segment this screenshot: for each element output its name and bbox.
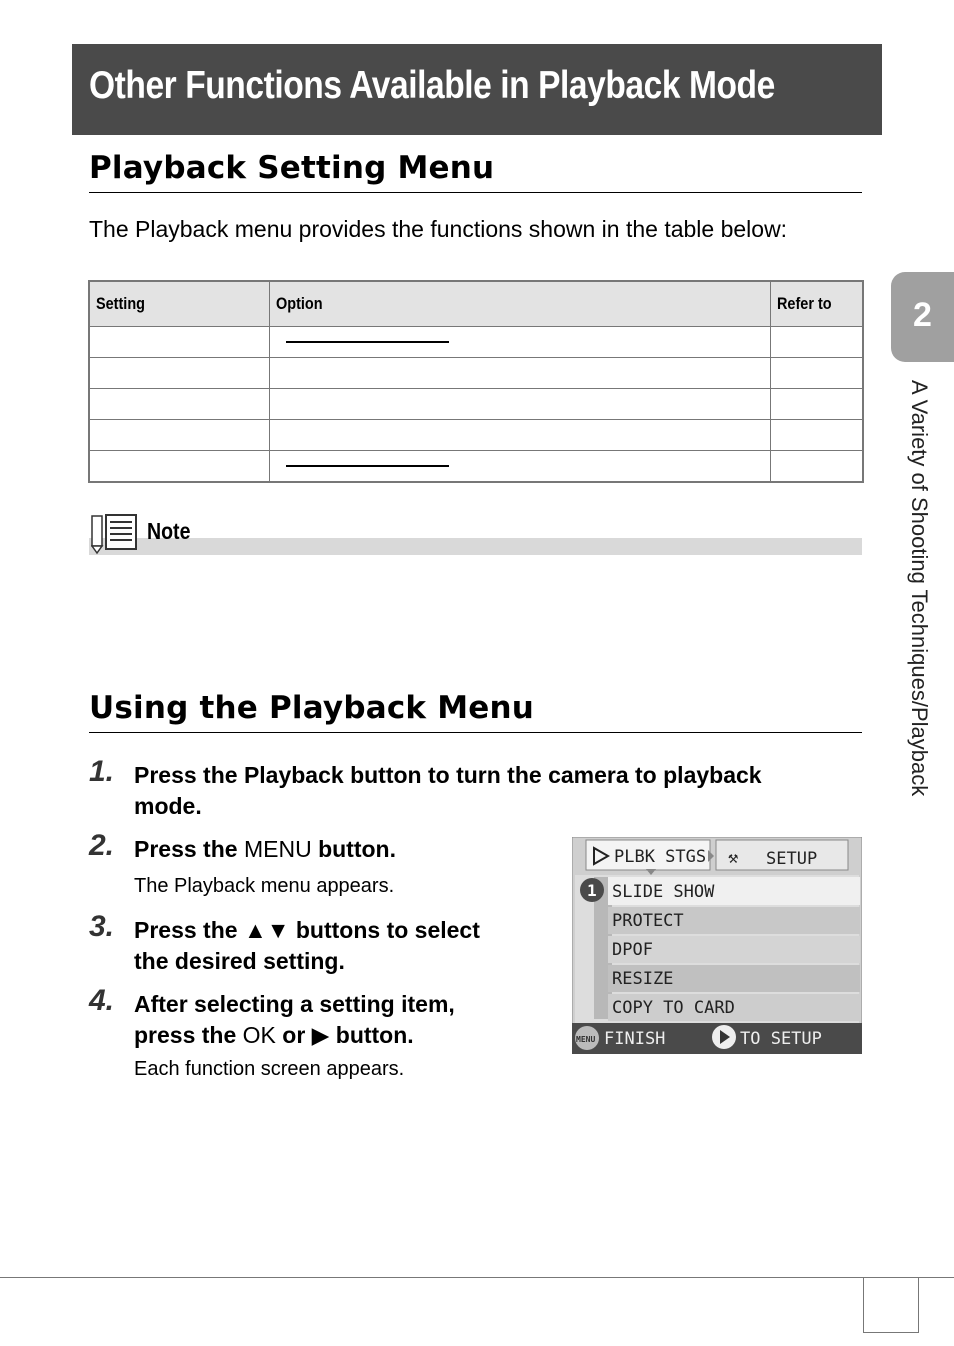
- ok-button-glyph: OK: [242, 1022, 276, 1048]
- cell-refer: [770, 420, 863, 451]
- cell-refer: [770, 327, 863, 358]
- note-bar: [89, 538, 862, 555]
- step-number: 4.: [89, 984, 115, 1017]
- footer-finish: FINISH: [604, 1029, 666, 1049]
- cell-option: [270, 389, 771, 420]
- wrench-icon: ⚒: [728, 848, 739, 868]
- menu-item-slide-show: SLIDE SHOW: [612, 882, 715, 902]
- step-text: Press the MENU button.: [134, 836, 396, 862]
- option-underline: [286, 465, 449, 467]
- cell-refer: [770, 451, 863, 483]
- table-row: [89, 389, 863, 420]
- step-text: Press the Playback button to turn the camera to playback mode.: [134, 762, 762, 819]
- table-row: [89, 358, 863, 389]
- column-header-refer: Refer to: [770, 281, 863, 327]
- intro-text: The Playback menu provides the functions shown in the table below:: [89, 216, 788, 242]
- cell-setting: [89, 389, 270, 420]
- table-row: [89, 327, 863, 358]
- cell-refer: [770, 389, 863, 420]
- note-label: Note: [147, 518, 191, 544]
- menu-item-copy-to-card: COPY TO CARD: [612, 998, 735, 1018]
- page-indicator: 1: [587, 881, 597, 900]
- step-number: 3.: [89, 910, 115, 943]
- step-subtext: Each function screen appears.: [134, 1058, 405, 1080]
- cell-setting: [89, 420, 270, 451]
- step-text: Press the ▲▼ buttons to select the desired setting.: [134, 917, 480, 974]
- chapter-tab: [891, 272, 954, 362]
- column-header-setting: Setting: [89, 281, 270, 327]
- section-heading-using: Using the Playback Menu: [89, 690, 862, 733]
- right-arrow-icon: ▶: [311, 1022, 330, 1048]
- cell-refer: [770, 358, 863, 389]
- tab-setup: SETUP: [766, 849, 818, 869]
- cell-setting: [89, 327, 270, 358]
- step-text: After selecting a setting item, press the OK or ▶ button.: [134, 991, 455, 1048]
- menu-button-glyph: MENU: [243, 836, 312, 862]
- tab-playback-settings: PLBK STGS: [614, 847, 707, 867]
- page-title: Other Functions Available in Playback Mode: [89, 64, 775, 107]
- camera-menu-screen: [572, 837, 862, 1054]
- step-number: 1.: [89, 755, 115, 788]
- settings-table: [88, 280, 864, 483]
- cell-option: [270, 451, 771, 483]
- chapter-title: A Variety of Shooting Techniques/Playback: [907, 380, 932, 797]
- footer-to-setup: TO SETUP: [740, 1029, 822, 1049]
- menu-badge: MENU: [576, 1035, 596, 1044]
- table-row: [89, 420, 863, 451]
- menu-item-protect: PROTECT: [612, 911, 684, 931]
- menu-item-resize: RESIZE: [612, 969, 674, 989]
- cell-option: [270, 358, 771, 389]
- footer-rule: [0, 1277, 954, 1278]
- table-row: [89, 451, 863, 483]
- cell-setting: [89, 451, 270, 483]
- section-heading-settings: Playback Setting Menu: [89, 150, 862, 193]
- note-icon: [91, 513, 141, 555]
- chapter-number: 2: [913, 296, 932, 334]
- step-number: 2.: [89, 829, 115, 862]
- cell-option: [270, 420, 771, 451]
- cell-option: [270, 327, 771, 358]
- menu-item-dpof: DPOF: [612, 940, 653, 960]
- page-number-box: [863, 1277, 919, 1333]
- column-header-option: Option: [270, 281, 771, 327]
- option-underline: [286, 341, 449, 343]
- title-banner: [72, 44, 882, 135]
- step-subtext: The Playback menu appears.: [134, 875, 395, 897]
- up-down-arrows-icon: ▲▼: [243, 917, 290, 943]
- table-header-row: [89, 281, 863, 327]
- cell-setting: [89, 358, 270, 389]
